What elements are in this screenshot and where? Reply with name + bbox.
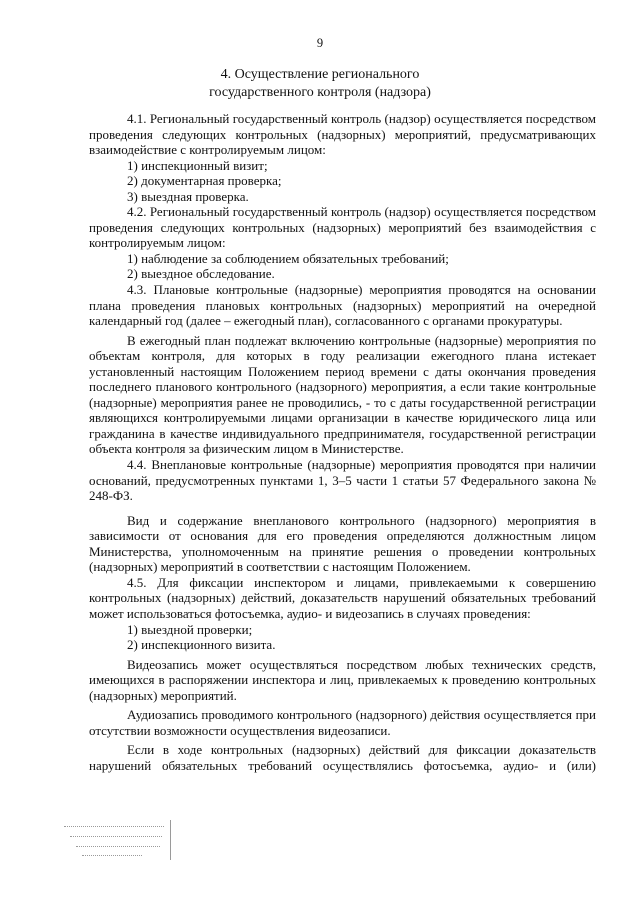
paragraph-4-1: 4.1. Региональный государственный контроль (надзор) осуществляется посредством проведения следующих контрольных (надзорных) мероприятий, предусматривающих взаимодействие с контролируемым лицом: — [89, 111, 596, 158]
list-item-observation: 1) наблюдение за соблюдением обязательных требований; — [127, 250, 449, 266]
paragraph-video-recording: Видеозапись может осуществляться посредством любых технических средств, имеющихся в распоряжении инспектора и лиц, привлекаемых к проведению контрольных (надзорных) мероприятий. — [89, 656, 596, 703]
list-item-inspection-visit: 1) инспекционный визит; — [127, 157, 268, 173]
list-item-inspection-visit-2: 2) инспекционного визита. — [127, 637, 276, 653]
electronic-signature-stamp — [62, 820, 171, 860]
paragraph-unscheduled: Вид и содержание внепланового контрольного (надзорного) мероприятия в зависимости от основания для его проведения определяются должностным лицом Министерства, уполномоченным на принятие решения о проведении контрольных (надзорных) мероприятий в соответствии с настоящим Положением. — [89, 512, 596, 575]
paragraph-audio-recording: Аудиозапись проводимого контрольного (надзорного) действия осуществляется при отсутствии возможности осуществления видеозаписи. — [89, 707, 596, 738]
page-number: 9 — [316, 36, 324, 50]
section-title-line-2: государственного контроля (надзора) — [209, 85, 431, 100]
section-title-line-1: 4. Осуществление регионального — [220, 67, 420, 82]
list-item-field-survey: 2) выездное обследование. — [127, 266, 275, 282]
document-body — [89, 111, 596, 773]
list-item-field-check-2: 1) выездной проверки; — [127, 621, 253, 637]
paragraph-4-3: 4.3. Плановые контрольные (надзорные) мероприятия проводятся на основании плана проведения плановых контрольных (надзорных) мероприятий на очередной календарный год (далее – ежегодный план), согласованного с органами прокуратуры. — [89, 282, 596, 329]
paragraph-annual-plan: В ежегодный план подлежат включению контрольные (надзорные) мероприятия по объектам контроля, для которых в году реализации ежегодного плана истекает установленный настоящим Положением период времени с даты окончания проведения последнего планового контрольного (надзорного) мероприятия, а если такие контрольные (надзорные) мероприятия ранее не проводились, - то с даты государственной регистрации являющихся контролируемыми лицами организации в качестве юридического лица или гражданина в качестве индивидуального предпринимателя, государственной регистрации объекта контроля за физическим лицом в Министерстве. — [89, 332, 596, 457]
paragraph-4-4: 4.4. Внеплановые контрольные (надзорные) мероприятия проводятся при наличии оснований, предусмотренных пунктами 1, 3–5 части 1 статьи 57 Федерального закона № 248-ФЗ. — [89, 457, 596, 504]
list-item-documentary-check: 2) документарная проверка; — [127, 173, 282, 189]
list-item-field-check: 3) выездная проверка. — [127, 188, 249, 204]
paragraph-4-2: 4.2. Региональный государственный контроль (надзор) осуществляется посредством проведения следующих контрольных (надзорных) мероприятий без взаимодействия с контролируемым лицом: — [89, 204, 596, 251]
paragraph-4-5: 4.5. Для фиксации инспектором и лицами, привлекаемыми к совершению контрольных (надзорных) действий, доказательств нарушений обязательных требований может использоваться фотосъемка, аудио- и видеозапись в случаях проведения: — [89, 574, 596, 621]
section-heading — [0, 66, 640, 102]
paragraph-photo-recording: Если в ходе контрольных (надзорных) действий для фиксации доказательств нарушений обязательных требований осуществлялись фотосъемка, аудио- и (или) — [89, 742, 596, 773]
